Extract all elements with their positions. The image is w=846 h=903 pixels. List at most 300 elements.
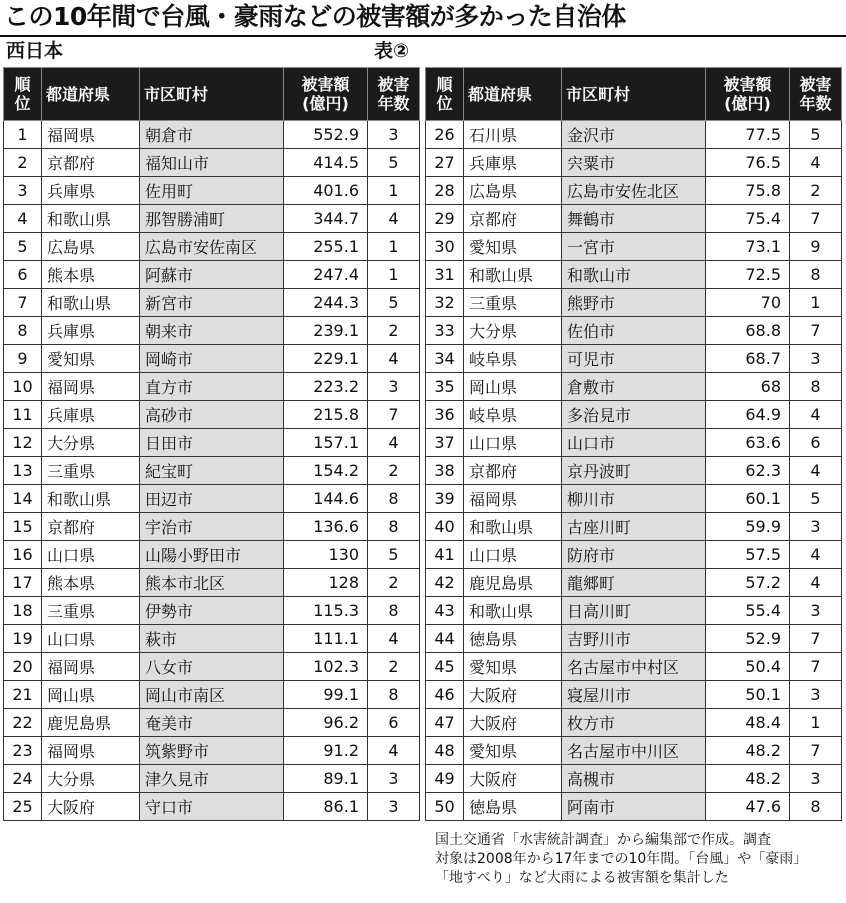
prefecture-cell: 和歌山県 [42, 485, 140, 513]
prefecture-cell: 岐阜県 [464, 401, 562, 429]
rank-cell: 22 [4, 709, 42, 737]
table-row [4, 233, 420, 261]
damage-amount-cell: 55.4 [706, 597, 790, 625]
damage-years-cell: 3 [790, 345, 842, 373]
damage-amount-cell: 75.4 [706, 205, 790, 233]
damage-amount-cell: 48.4 [706, 709, 790, 737]
page-title: この10年間で台風・豪雨などの被害額が多かった自治体 [4, 2, 626, 31]
prefecture-cell: 京都府 [464, 457, 562, 485]
city-cell: 山陽小野田市 [140, 541, 284, 569]
damage-amount-cell: 68.7 [706, 345, 790, 373]
damage-amount-cell: 154.2 [284, 457, 368, 485]
damage-years-cell: 3 [790, 513, 842, 541]
prefecture-cell: 兵庫県 [464, 149, 562, 177]
damage-years-cell: 4 [368, 205, 420, 233]
rank-cell: 7 [4, 289, 42, 317]
damage-amount-cell: 68.8 [706, 317, 790, 345]
damage-amount-cell: 111.1 [284, 625, 368, 653]
rank-cell: 39 [426, 485, 464, 513]
prefecture-cell: 愛知県 [464, 737, 562, 765]
damage-years-cell: 3 [368, 373, 420, 401]
damage-years-cell: 4 [368, 429, 420, 457]
damage-amount-cell: 60.1 [706, 485, 790, 513]
damage-years-cell: 7 [368, 401, 420, 429]
city-cell: 紀宝町 [140, 457, 284, 485]
damage-amount-cell: 47.6 [706, 793, 790, 821]
damage-amount-cell: 130 [284, 541, 368, 569]
damage-amount-cell: 96.2 [284, 709, 368, 737]
damage-amount-cell: 102.3 [284, 653, 368, 681]
damage-amount-cell: 72.5 [706, 261, 790, 289]
city-cell: 寝屋川市 [562, 681, 706, 709]
damage-years-cell: 8 [368, 681, 420, 709]
damage-years-cell: 4 [368, 737, 420, 765]
damage-years-cell: 8 [790, 261, 842, 289]
rank-cell: 4 [4, 205, 42, 233]
title-divider [0, 35, 846, 37]
rank-cell: 17 [4, 569, 42, 597]
header-city: 市区町村 [140, 68, 284, 121]
rank-cell: 32 [426, 289, 464, 317]
damage-years-cell: 5 [790, 485, 842, 513]
damage-years-cell: 3 [368, 765, 420, 793]
prefecture-cell: 山口県 [42, 541, 140, 569]
table-row [4, 793, 420, 821]
footnote-line: 対象は2008年から17年までの10年間。「台風」や「豪雨」 [435, 851, 808, 867]
rank-cell: 9 [4, 345, 42, 373]
damage-amount-cell: 91.2 [284, 737, 368, 765]
city-cell: 龍郷町 [562, 569, 706, 597]
damage-amount-cell: 77.5 [706, 121, 790, 149]
table-header-row [4, 68, 420, 121]
damage-years-cell: 8 [790, 793, 842, 821]
damage-years-cell: 1 [368, 233, 420, 261]
city-cell: 佐伯市 [562, 317, 706, 345]
table-row [4, 597, 420, 625]
city-cell: 防府市 [562, 541, 706, 569]
damage-years-cell: 4 [790, 401, 842, 429]
rank-cell: 37 [426, 429, 464, 457]
damage-amount-cell: 247.4 [284, 261, 368, 289]
damage-amount-cell: 239.1 [284, 317, 368, 345]
city-cell: 新宮市 [140, 289, 284, 317]
prefecture-cell: 熊本県 [42, 261, 140, 289]
table-row [4, 261, 420, 289]
city-cell: 田辺市 [140, 485, 284, 513]
region-label: 西日本 [6, 40, 64, 62]
rank-cell: 14 [4, 485, 42, 513]
prefecture-cell: 愛知県 [42, 345, 140, 373]
prefecture-cell: 石川県 [464, 121, 562, 149]
damage-years-cell: 3 [790, 597, 842, 625]
damage-years-cell: 5 [368, 289, 420, 317]
city-cell: 朝倉市 [140, 121, 284, 149]
rank-cell: 34 [426, 345, 464, 373]
table-row [4, 317, 420, 345]
prefecture-cell: 福岡県 [42, 653, 140, 681]
damage-years-cell: 3 [790, 765, 842, 793]
damage-amount-cell: 89.1 [284, 765, 368, 793]
damage-years-cell: 4 [790, 149, 842, 177]
damage-years-cell: 5 [368, 541, 420, 569]
rank-cell: 36 [426, 401, 464, 429]
damage-years-cell: 8 [790, 373, 842, 401]
damage-amount-cell: 62.3 [706, 457, 790, 485]
damage-amount-cell: 48.2 [706, 737, 790, 765]
prefecture-cell: 大分県 [42, 765, 140, 793]
rank-cell: 45 [426, 653, 464, 681]
table-row [426, 709, 842, 737]
table-row [4, 485, 420, 513]
rank-cell: 46 [426, 681, 464, 709]
city-cell: 直方市 [140, 373, 284, 401]
damage-years-cell: 1 [790, 289, 842, 317]
rank-cell: 48 [426, 737, 464, 765]
rank-cell: 31 [426, 261, 464, 289]
prefecture-cell: 山口県 [464, 429, 562, 457]
ranking-table-left [3, 67, 420, 821]
damage-years-cell: 7 [790, 625, 842, 653]
table-row [426, 261, 842, 289]
table-row [4, 681, 420, 709]
header-rank: 順 位 [426, 68, 464, 121]
damage-years-cell: 2 [368, 653, 420, 681]
rank-cell: 2 [4, 149, 42, 177]
prefecture-cell: 愛知県 [464, 653, 562, 681]
table-row [426, 317, 842, 345]
table-row [426, 401, 842, 429]
rank-cell: 28 [426, 177, 464, 205]
table-row [4, 709, 420, 737]
rank-cell: 42 [426, 569, 464, 597]
damage-amount-cell: 215.8 [284, 401, 368, 429]
table-row [4, 401, 420, 429]
prefecture-cell: 徳島県 [464, 793, 562, 821]
city-cell: 高槻市 [562, 765, 706, 793]
city-cell: 高砂市 [140, 401, 284, 429]
damage-years-cell: 2 [790, 177, 842, 205]
table-row [426, 541, 842, 569]
prefecture-cell: 京都府 [464, 205, 562, 233]
damage-amount-cell: 57.2 [706, 569, 790, 597]
rank-cell: 1 [4, 121, 42, 149]
damage-amount-cell: 414.5 [284, 149, 368, 177]
city-cell: 阿蘇市 [140, 261, 284, 289]
damage-years-cell: 6 [368, 709, 420, 737]
table-row [426, 765, 842, 793]
damage-amount-cell: 86.1 [284, 793, 368, 821]
rank-cell: 24 [4, 765, 42, 793]
rank-cell: 43 [426, 597, 464, 625]
rank-cell: 19 [4, 625, 42, 653]
damage-years-cell: 1 [368, 261, 420, 289]
rank-cell: 5 [4, 233, 42, 261]
prefecture-cell: 和歌山県 [464, 513, 562, 541]
prefecture-cell: 和歌山県 [42, 289, 140, 317]
table-row [426, 681, 842, 709]
table-row [4, 205, 420, 233]
city-cell: 和歌山市 [562, 261, 706, 289]
prefecture-cell: 和歌山県 [42, 205, 140, 233]
damage-amount-cell: 255.1 [284, 233, 368, 261]
rank-cell: 38 [426, 457, 464, 485]
table-row [4, 373, 420, 401]
city-cell: 宇治市 [140, 513, 284, 541]
table-row [426, 793, 842, 821]
table-row [426, 737, 842, 765]
footnote-line: 「地すべり」など大雨による被害額を集計した [435, 870, 729, 886]
damage-amount-cell: 68 [706, 373, 790, 401]
rank-cell: 33 [426, 317, 464, 345]
rank-cell: 18 [4, 597, 42, 625]
table-row [4, 653, 420, 681]
city-cell: 筑紫野市 [140, 737, 284, 765]
prefecture-cell: 徳島県 [464, 625, 562, 653]
table-row [426, 457, 842, 485]
rank-cell: 8 [4, 317, 42, 345]
table-row [426, 485, 842, 513]
source-footnote [435, 831, 835, 888]
table-row [426, 653, 842, 681]
rank-cell: 23 [4, 737, 42, 765]
damage-years-cell: 4 [790, 569, 842, 597]
damage-years-cell: 8 [368, 513, 420, 541]
table-row [426, 177, 842, 205]
city-cell: 多治見市 [562, 401, 706, 429]
rank-cell: 3 [4, 177, 42, 205]
city-cell: 津久見市 [140, 765, 284, 793]
damage-amount-cell: 99.1 [284, 681, 368, 709]
city-cell: 朝来市 [140, 317, 284, 345]
city-cell: 広島市安佐南区 [140, 233, 284, 261]
prefecture-cell: 熊本県 [42, 569, 140, 597]
table-row [4, 177, 420, 205]
city-cell: 広島市安佐北区 [562, 177, 706, 205]
damage-years-cell: 2 [368, 569, 420, 597]
damage-amount-cell: 48.2 [706, 765, 790, 793]
damage-amount-cell: 70 [706, 289, 790, 317]
rank-cell: 12 [4, 429, 42, 457]
table-row [4, 513, 420, 541]
table-header-row [426, 68, 842, 121]
damage-years-cell: 8 [368, 485, 420, 513]
prefecture-cell: 和歌山県 [464, 597, 562, 625]
damage-years-cell: 3 [790, 681, 842, 709]
prefecture-cell: 岐阜県 [464, 345, 562, 373]
damage-amount-cell: 75.8 [706, 177, 790, 205]
city-cell: 熊本市北区 [140, 569, 284, 597]
damage-years-cell: 6 [790, 429, 842, 457]
prefecture-cell: 福岡県 [42, 121, 140, 149]
city-cell: 岡崎市 [140, 345, 284, 373]
table-row [426, 345, 842, 373]
damage-years-cell: 2 [368, 317, 420, 345]
rank-cell: 15 [4, 513, 42, 541]
damage-amount-cell: 50.1 [706, 681, 790, 709]
damage-amount-cell: 76.5 [706, 149, 790, 177]
damage-years-cell: 2 [368, 457, 420, 485]
city-cell: 八女市 [140, 653, 284, 681]
damage-amount-cell: 52.9 [706, 625, 790, 653]
damage-amount-cell: 223.2 [284, 373, 368, 401]
prefecture-cell: 三重県 [42, 597, 140, 625]
city-cell: 宍粟市 [562, 149, 706, 177]
rank-cell: 20 [4, 653, 42, 681]
rank-cell: 40 [426, 513, 464, 541]
table-row [426, 233, 842, 261]
ranking-table-right [425, 67, 842, 821]
footnote-line: 国土交通省「水害統計調査」から編集部で作成。調査 [435, 832, 771, 848]
damage-years-cell: 3 [368, 793, 420, 821]
prefecture-cell: 三重県 [464, 289, 562, 317]
prefecture-cell: 三重県 [42, 457, 140, 485]
city-cell: 福知山市 [140, 149, 284, 177]
city-cell: 那智勝浦町 [140, 205, 284, 233]
damage-years-cell: 7 [790, 737, 842, 765]
prefecture-cell: 兵庫県 [42, 317, 140, 345]
city-cell: 名古屋市中川区 [562, 737, 706, 765]
prefecture-cell: 山口県 [42, 625, 140, 653]
prefecture-cell: 鹿児島県 [42, 709, 140, 737]
damage-years-cell: 4 [368, 345, 420, 373]
damage-amount-cell: 128 [284, 569, 368, 597]
table-row [426, 289, 842, 317]
table-row [426, 121, 842, 149]
city-cell: 古座川町 [562, 513, 706, 541]
damage-amount-cell: 63.6 [706, 429, 790, 457]
city-cell: 金沢市 [562, 121, 706, 149]
city-cell: 阿南市 [562, 793, 706, 821]
table-row [426, 429, 842, 457]
damage-amount-cell: 59.9 [706, 513, 790, 541]
prefecture-cell: 大分県 [42, 429, 140, 457]
table-row [4, 569, 420, 597]
rank-cell: 13 [4, 457, 42, 485]
city-cell: 日高川町 [562, 597, 706, 625]
prefecture-cell: 京都府 [42, 149, 140, 177]
prefecture-cell: 福岡県 [464, 485, 562, 513]
prefecture-cell: 大分県 [464, 317, 562, 345]
damage-amount-cell: 115.3 [284, 597, 368, 625]
rank-cell: 41 [426, 541, 464, 569]
table-row [4, 289, 420, 317]
prefecture-cell: 兵庫県 [42, 177, 140, 205]
damage-years-cell: 1 [368, 177, 420, 205]
city-cell: 京丹波町 [562, 457, 706, 485]
rank-cell: 29 [426, 205, 464, 233]
table-row [4, 149, 420, 177]
prefecture-cell: 岡山県 [464, 373, 562, 401]
rank-cell: 11 [4, 401, 42, 429]
city-cell: 山口市 [562, 429, 706, 457]
damage-amount-cell: 229.1 [284, 345, 368, 373]
damage-amount-cell: 64.9 [706, 401, 790, 429]
city-cell: 可児市 [562, 345, 706, 373]
prefecture-cell: 兵庫県 [42, 401, 140, 429]
table-row [4, 345, 420, 373]
prefecture-cell: 広島県 [464, 177, 562, 205]
city-cell: 佐用町 [140, 177, 284, 205]
damage-years-cell: 4 [368, 625, 420, 653]
header-damage-years: 被害 年数 [790, 68, 842, 121]
damage-years-cell: 5 [790, 121, 842, 149]
prefecture-cell: 大阪府 [464, 709, 562, 737]
table-row [426, 205, 842, 233]
rank-cell: 27 [426, 149, 464, 177]
table-row [426, 149, 842, 177]
table-row [426, 597, 842, 625]
prefecture-cell: 和歌山県 [464, 261, 562, 289]
city-cell: 枚方市 [562, 709, 706, 737]
city-cell: 奄美市 [140, 709, 284, 737]
prefecture-cell: 山口県 [464, 541, 562, 569]
rank-cell: 10 [4, 373, 42, 401]
damage-years-cell: 4 [790, 457, 842, 485]
table-row [4, 121, 420, 149]
damage-amount-cell: 73.1 [706, 233, 790, 261]
table-row [4, 625, 420, 653]
city-cell: 柳川市 [562, 485, 706, 513]
header-city: 市区町村 [562, 68, 706, 121]
city-cell: 守口市 [140, 793, 284, 821]
rank-cell: 21 [4, 681, 42, 709]
prefecture-cell: 京都府 [42, 513, 140, 541]
rank-cell: 6 [4, 261, 42, 289]
rank-cell: 30 [426, 233, 464, 261]
table-row [426, 625, 842, 653]
prefecture-cell: 大阪府 [42, 793, 140, 821]
city-cell: 倉敷市 [562, 373, 706, 401]
damage-years-cell: 5 [368, 149, 420, 177]
damage-years-cell: 7 [790, 205, 842, 233]
damage-amount-cell: 552.9 [284, 121, 368, 149]
prefecture-cell: 広島県 [42, 233, 140, 261]
damage-amount-cell: 344.7 [284, 205, 368, 233]
damage-amount-cell: 244.3 [284, 289, 368, 317]
table-row [426, 513, 842, 541]
table-row [4, 765, 420, 793]
damage-amount-cell: 136.6 [284, 513, 368, 541]
city-cell: 伊勢市 [140, 597, 284, 625]
header-damage-amount: 被害額 (億円) [284, 68, 368, 121]
header-damage-amount: 被害額 (億円) [706, 68, 790, 121]
rank-cell: 35 [426, 373, 464, 401]
damage-years-cell: 9 [790, 233, 842, 261]
prefecture-cell: 大阪府 [464, 681, 562, 709]
table-row [4, 457, 420, 485]
header-rank: 順 位 [4, 68, 42, 121]
rank-cell: 25 [4, 793, 42, 821]
damage-amount-cell: 144.6 [284, 485, 368, 513]
damage-years-cell: 1 [790, 709, 842, 737]
city-cell: 一宮市 [562, 233, 706, 261]
prefecture-cell: 福岡県 [42, 373, 140, 401]
damage-years-cell: 7 [790, 653, 842, 681]
prefecture-cell: 愛知県 [464, 233, 562, 261]
city-cell: 岡山市南区 [140, 681, 284, 709]
table-number-label: 表② [374, 40, 410, 62]
table-row [4, 737, 420, 765]
rank-cell: 50 [426, 793, 464, 821]
rank-cell: 47 [426, 709, 464, 737]
table-row [426, 569, 842, 597]
table-row [4, 429, 420, 457]
header-prefecture: 都道府県 [42, 68, 140, 121]
damage-years-cell: 7 [790, 317, 842, 345]
damage-years-cell: 8 [368, 597, 420, 625]
rank-cell: 44 [426, 625, 464, 653]
city-cell: 舞鶴市 [562, 205, 706, 233]
